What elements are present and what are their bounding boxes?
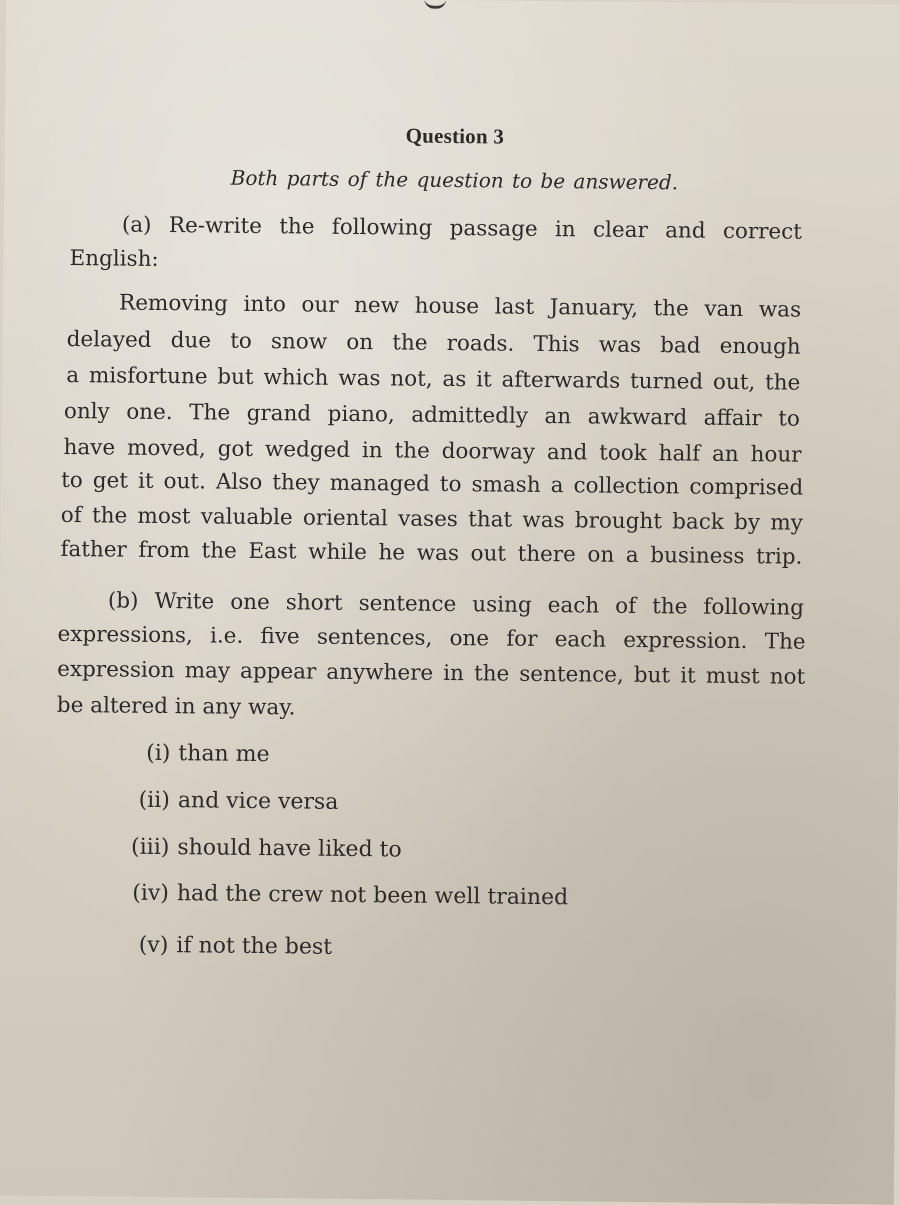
item-text: had the crew not been well trained <box>176 881 569 911</box>
item-number: (ii) <box>138 787 171 814</box>
item-number: (iii) <box>130 834 170 861</box>
item-text: and vice versa <box>177 788 339 815</box>
part-b-line: be altered in any way. <box>56 692 296 721</box>
item-number: (v) <box>138 932 169 959</box>
passage-line: Removing into our new house last January, the van was <box>118 290 802 323</box>
item-text: than me <box>178 741 270 768</box>
part-a-line: English: <box>69 245 159 272</box>
item-number: (i) <box>146 740 171 767</box>
passage-line: of the most valuable oriental vases that was brought back by my <box>60 502 803 536</box>
part-b-line: expression may appear anywhere in the sentence, but it must not <box>57 656 806 690</box>
passage-line: a misfortune but which was not, as it afterwards turned out, the <box>66 362 801 396</box>
passage-line: only one. The grand piano, admittedly an awkward affair to <box>63 398 801 432</box>
passage-line: have moved, got wedged in the doorway and took half an hour <box>63 434 802 468</box>
part-b-line: (b) Write one short sentence using each of the following <box>107 588 805 621</box>
question-instruction: Both parts of the question to be answered. <box>230 165 679 195</box>
item-text: should have liked to <box>177 835 402 863</box>
item-text: if not the best <box>176 933 333 960</box>
page-edge-mark <box>424 0 446 9</box>
part-b-line: expressions, i.e. five sentences, one for each expression. The <box>57 621 806 655</box>
question-heading: Question 3 <box>405 123 505 149</box>
passage-line: father from the East while he was out there on a business trip. <box>60 536 803 570</box>
passage-line: to get it out. Also they managed to smash a collection comprised <box>61 467 804 501</box>
item-number: (iv) <box>132 880 170 907</box>
passage-line: delayed due to snow on the roads. This was bad enough <box>66 326 801 360</box>
part-a-line: (a) Re-write the following passage in clear and correct <box>121 212 803 245</box>
